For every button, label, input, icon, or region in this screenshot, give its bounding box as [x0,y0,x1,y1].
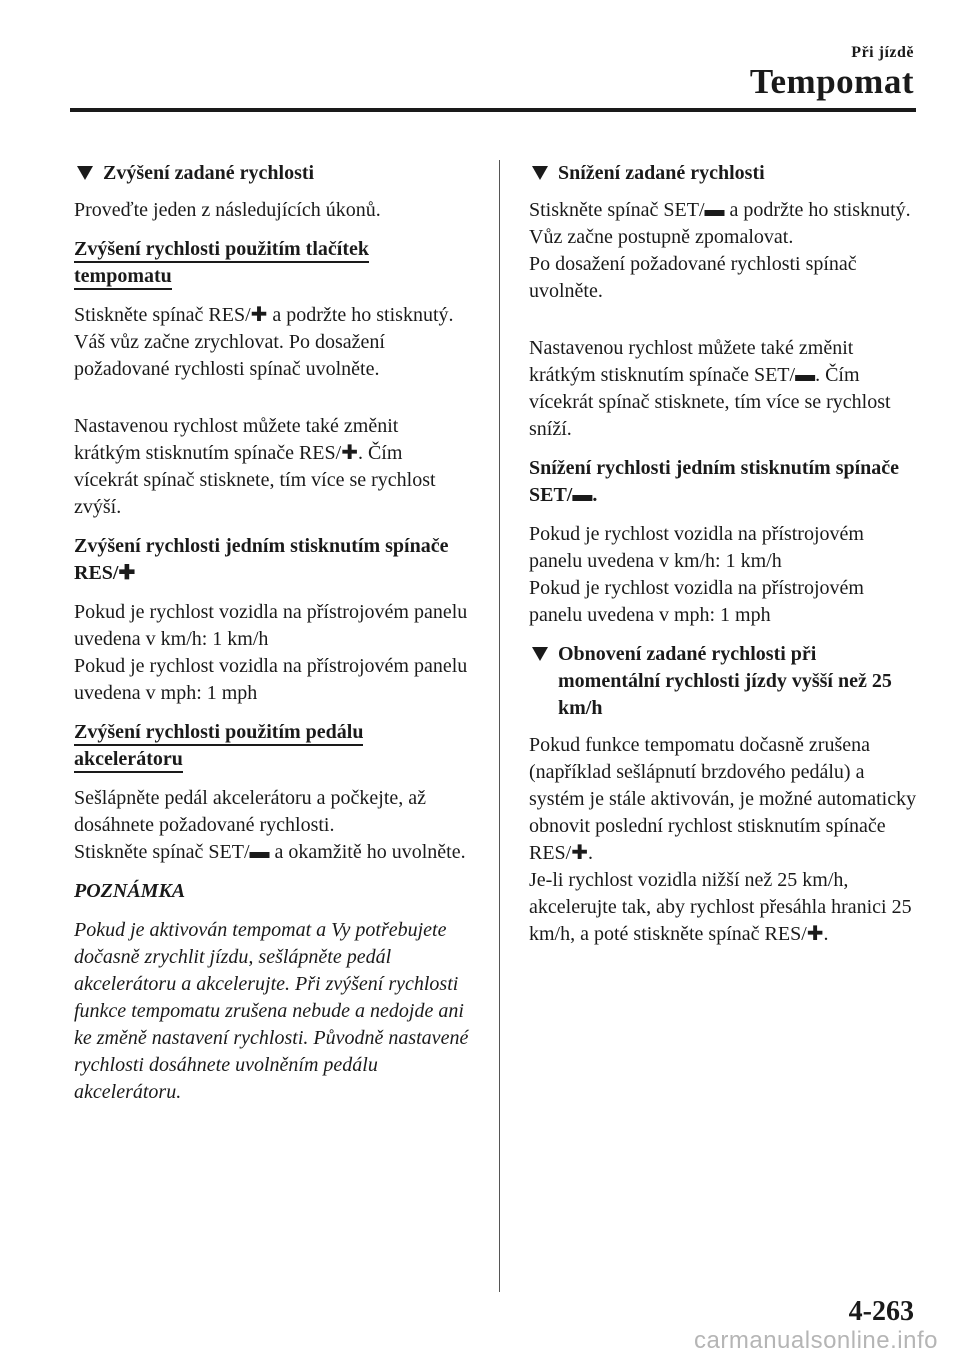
section-heading-decrease: Snížení zadané rychlosti [529,160,919,187]
note-body: Pokud je aktivován tempomat a Vy potřebujete dočasně zrychlit jízdu, sešlápněte pedál akcelerátoru a akcelerujte. Při zvýšení rychlosti funkce tempomatu zrušena nebude a nedojde ani ke změně nastavení rychlosti. Původně nastavené rychlosti dosáhnete uvolněním pedálu akcelerátoru. [74,919,469,1103]
page-title: Tempomat [749,62,914,101]
triangle-down-icon [77,166,93,180]
paragraph: Stiskněte spínač RES/✚ a podržte ho stisknutý. Váš vůz začne zrychlovat. Po dosažení požadované rychlosti spínač uvolněte. [74,304,454,380]
subheading-single-press-set: Snížení rychlosti jedním stisknutím spínače SET/▬. [529,457,900,506]
paragraph: Sešlápněte pedál akcelerátoru a počkejte, až dosáhnete požadované rychlosti. [74,787,427,836]
section-heading-increase: Zvýšení zadané rychlosti [74,160,469,187]
note-heading: POZNÁMKA [74,880,186,902]
paragraph: Po dosažení požadované rychlosti spínač uvolněte. [529,253,857,302]
triangle-down-icon [532,166,548,180]
header-rule [70,108,916,112]
paragraph: Stiskněte spínač SET/▬ a okamžitě ho uvolněte. [74,841,466,863]
header-section: Při jízdě [851,44,914,61]
paragraph: Pokud je rychlost vozidla na přístrojovém panelu uvedena v km/h: 1 km/h [74,601,468,650]
watermark: carmanualsonline.info [694,1327,938,1354]
intro-text: Proveďte jeden z následujících úkonů. [74,199,381,221]
paragraph: Stiskněte spínač SET/▬ a podržte ho stisknutý. Vůz začne postupně zpomalovat. [529,199,911,248]
right-column [529,160,919,960]
paragraph: Je-li rychlost vozidla nižší než 25 km/h, akcelerujte tak, aby rychlost přesáhla hranici 25 km/h, a poté stiskněte spínač RES/✚. [529,869,912,945]
paragraph: Nastavenou rychlost můžete také změnit krátkým stisknutím spínače SET/▬. Čím vícekrát spínač stisknete, tím více se rychlost sníží. [529,337,891,440]
paragraph: Pokud funkce tempomatu dočasně zrušena (například sešlápnutí brzdového pedálu) a systém je stále aktivován, je možné automaticky obnovit poslední rychlost stisknutím spínače RES/✚. [529,734,917,864]
paragraph: Pokud je rychlost vozidla na přístrojovém panelu uvedena v mph: 1 mph [529,577,864,626]
page-number: 4-263 [848,1296,914,1327]
section-heading-resume: Obnovení zadané rychlosti při momentální rychlosti jízdy vyšší než 25 km/h [529,641,919,722]
subheading-single-press: Zvýšení rychlosti jedním stisknutím spínače RES/✚ [74,535,449,584]
paragraph: Pokud je rychlost vozidla na přístrojovém panelu uvedena v km/h: 1 km/h [529,523,864,572]
subheading-pedal: Zvýšení rychlosti použitím pedálu akcelerátoru [74,719,469,773]
paragraph: Nastavenou rychlost můžete také změnit krátkým stisknutím spínače RES/✚. Čím vícekrát spínač stisknete, tím více se rychlost zvýší. [74,415,436,518]
left-column [74,160,469,1118]
paragraph: Pokud je rychlost vozidla na přístrojovém panelu uvedena v mph: 1 mph [74,655,468,704]
subheading-buttons: Zvýšení rychlosti použitím tlačítek tempomatu [74,236,469,290]
column-divider [499,160,500,1292]
triangle-down-icon [532,647,548,661]
